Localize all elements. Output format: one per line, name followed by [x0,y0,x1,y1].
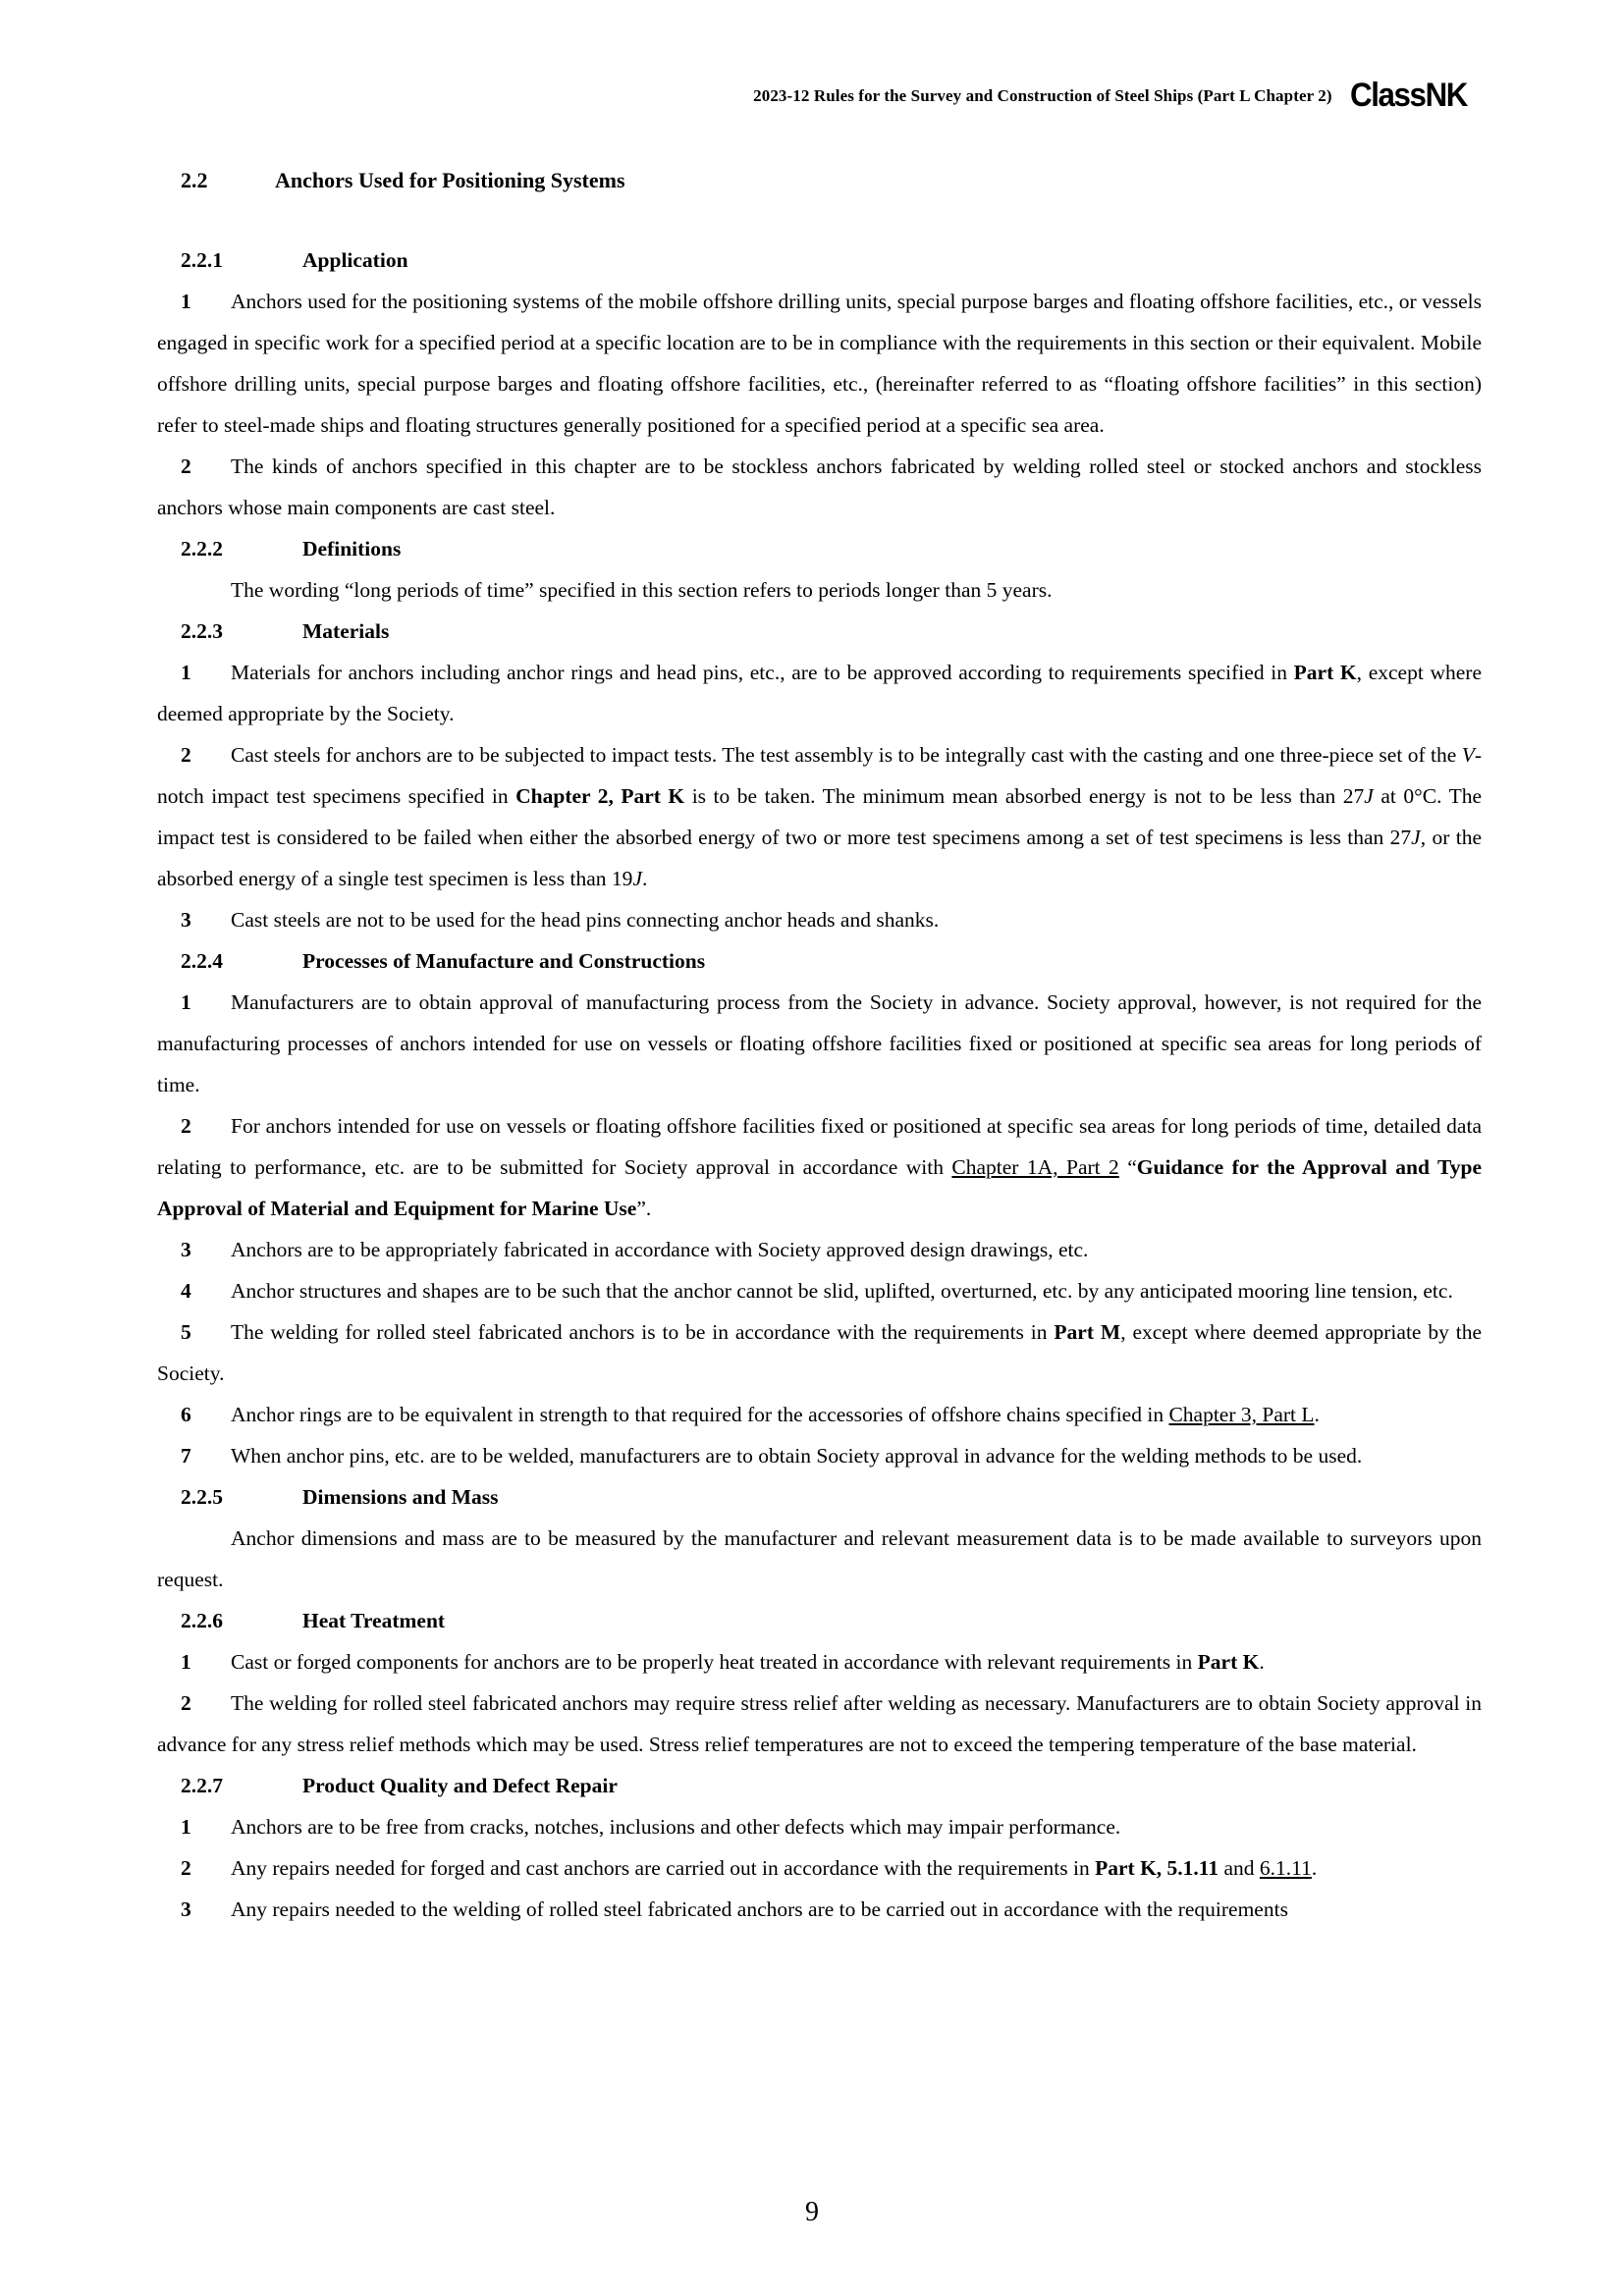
paragraph-text: , except where deemed appropriate by the Society. [157,661,1483,725]
paragraph-text: ”. [636,1197,652,1220]
paragraph-text: . [641,867,648,890]
paragraph-text: Any repairs needed for forged and cast anchors are carried out in accordance with the requirements in [231,1856,1096,1880]
paragraph-text: The wording “long periods of time” specified in this section refers to periods longer than 5 years. [231,578,1053,602]
paragraph-text: , except where deemed appropriate by the Society. [157,1320,1482,1385]
paragraph-text: Cast steels for anchors are to be subjected to impact tests. The test assembly is to be integrally cast with the casting and one three-piece set of the [231,743,1462,767]
paragraph [157,1682,1482,1765]
subsection-number: 2.2.7 [181,1773,223,1797]
paragraph-number: 5 [181,1320,191,1344]
paragraph [157,281,1482,446]
paragraph [157,1641,1482,1682]
page-header [753,77,1477,115]
paragraph [157,1806,1482,1847]
paragraph-text: Cast or forged components for anchors are to be properly heat treated in accordance with relevant requirements in [231,1650,1198,1674]
subsection-title: Definitions [302,536,402,561]
italic-symbol: V [1461,743,1475,767]
paragraph-number: 2 [181,454,191,478]
paragraph-text: Anchors are to be free from cracks, notches, inclusions and other defects which may impair performance. [231,1815,1121,1839]
unit-symbol: J [632,867,642,890]
part-reference: Part M [1054,1320,1121,1344]
chapter-link[interactable]: Chapter 1A, Part 2 [951,1155,1119,1179]
paragraph [157,1518,1482,1600]
subsection-title: Heat Treatment [302,1608,446,1632]
subsection-number: 2.2.5 [181,1484,223,1509]
paragraph-number: 3 [181,908,191,932]
paragraph-number: 1 [181,1815,191,1839]
paragraph-number: 2 [181,1114,191,1138]
unit-symbol: J [1364,784,1374,808]
paragraph-text: . [1311,1856,1318,1880]
subsection-title: Dimensions and Mass [302,1484,499,1509]
subsection-number: 2.2.2 [181,536,223,561]
subsection-number: 2.2.3 [181,618,223,643]
section-heading [181,157,1482,204]
paragraph [157,734,1482,899]
paragraph-text: is to be taken. The minimum mean absorbed energy is not to be less than 27 [684,784,1365,808]
chapter-link[interactable]: Chapter 3, Part L [1168,1403,1315,1426]
paragraph [157,1435,1482,1476]
paragraph-text: For anchors intended for use on vessels or floating offshore facilities fixed or positioned at specific sea areas for long periods of time, detailed data relating to performance, etc. are to be submitted for Society approval in accordance with [157,1114,1482,1179]
subsection-title: Processes of Manufacture and Constructions [302,948,706,973]
paragraph [157,1889,1482,1930]
paragraph-text: . [1314,1403,1320,1426]
subsection-heading-definitions [181,528,1482,569]
paragraph [157,1847,1482,1889]
paragraph-text: Manufacturers are to obtain approval of manufacturing process from the Society in advance. Society approval, however, is not required for the manufacturing processes of anchors intended for use on vessels or floating offshore facilities fixed or positioned at specific sea areas for long periods of time. [157,990,1482,1096]
paragraph [157,1394,1482,1435]
paragraph-number: 1 [181,990,191,1014]
part-reference: Chapter 2, Part K [515,784,685,808]
paragraph [157,1311,1482,1394]
paragraph-text: Anchor dimensions and mass are to be measured by the manufacturer and relevant measurement data is to be made available to surveyors upon request. [157,1526,1482,1591]
paragraph-number: 3 [181,1238,191,1261]
subsection-title: Product Quality and Defect Repair [302,1773,618,1797]
paragraph-text: Cast steels are not to be used for the head pins connecting anchor heads and shanks. [231,908,940,932]
paragraph-number: 7 [181,1444,191,1468]
subsection-heading-processes [181,940,1482,982]
guidance-title: Guidance for the Approval and Type Approval of Material and Equipment for Marine Use [157,1155,1483,1220]
subsection-title: Materials [302,618,390,643]
subsection-number: 2.2.1 [181,247,223,272]
paragraph-number: 2 [181,1691,191,1715]
part-reference: Part K [1197,1650,1260,1674]
paragraph-text: Anchors used for the positioning systems of the mobile offshore drilling units, special purpose barges and floating offshore facilities, etc., or vessels engaged in specific work for a specified period at a specific location are to be in compliance with the requirements in this section or their equivalent. Mobile offshore drilling units, special purpose barges and floating offshore facilities, etc., (hereinafter referred to as “floating offshore facilities” in this section) refer to steel-made ships and floating structures generally positioned for a specified period at a specific sea area. [157,290,1482,437]
classnk-logo: ClassNK [1349,77,1467,114]
paragraph [157,569,1482,611]
subsection-number: 2.2.4 [181,948,223,973]
document-body [157,157,1482,1930]
paragraph-text: The welding for rolled steel fabricated anchors may require stress relief after welding as necessary. Manufacturers are to obtain Society approval in advance for any stress relief methods which may be used. Stress relief temperatures are not to exceed the tempering temperature of the base material. [157,1691,1482,1756]
subsection-heading-product-quality [181,1765,1482,1806]
subsection-number: 2.2.6 [181,1608,223,1632]
paragraph-text: The kinds of anchors specified in this chapter are to be stockless anchors fabricated by welding rolled steel or stocked anchors and stockless anchors whose main components are cast steel. [157,454,1482,519]
subsection-heading-materials [181,611,1482,652]
paragraph-text: Anchor rings are to be equivalent in strength to that required for the accessories of offshore chains specified in [231,1403,1169,1426]
paragraph-text: The welding for rolled steel fabricated anchors is to be in accordance with the requirements in [231,1320,1055,1344]
page-number: 9 [805,2197,819,2227]
paragraph [157,446,1482,528]
unit-symbol: J [1411,826,1421,849]
paragraph-number: 1 [181,1650,191,1674]
paragraph-text: at 0°C. The impact test is considered to be failed when either the absorbed energy of two or more test specimens among a set of test specimens is less than 27 [157,784,1482,849]
paragraph-number: 4 [181,1279,191,1303]
header-title: 2023-12 Rules for the Survey and Construction of Steel Ships (Part L Chapter 2) [753,85,1332,105]
paragraph-text: Anchors are to be appropriately fabricated in accordance with Society approved design drawings, etc. [231,1238,1089,1261]
paragraph-text: When anchor pins, etc. are to be welded, manufacturers are to obtain Society approval in advance for the welding methods to be used. [231,1444,1363,1468]
paragraph-text: and [1218,1856,1260,1880]
paragraph [157,1105,1482,1229]
paragraph-number: 1 [181,661,191,684]
paragraph-text: Anchor structures and shapes are to be such that the anchor cannot be slid, uplifted, overturned, etc. by any anticipated mooring line tension, etc. [231,1279,1453,1303]
paragraph [157,899,1482,940]
paragraph [157,1229,1482,1270]
subsection-title: Application [302,247,408,272]
paragraph-number: 2 [181,1856,191,1880]
part-reference: Part K [1293,661,1357,684]
paragraph-text: Any repairs needed to the welding of rolled steel fabricated anchors are to be carried out in accordance with the requirements [231,1897,1288,1921]
paragraph-number: 3 [181,1897,191,1921]
paragraph-number: 6 [181,1403,191,1426]
paragraph [157,1270,1482,1311]
paragraph [157,982,1482,1105]
part-reference: Part K, 5.1.11 [1095,1856,1219,1880]
paragraph [157,652,1482,734]
section-link[interactable]: 6.1.11 [1259,1856,1312,1880]
paragraph-text: Materials for anchors including anchor rings and head pins, etc., are to be approved according to requirements specified in [231,661,1294,684]
subsection-heading-heat-treatment [181,1600,1482,1641]
quote-mark: “ [1127,1155,1137,1179]
paragraph-number: 2 [181,743,191,767]
section-title: Anchors Used for Positioning Systems [275,168,625,192]
paragraph-text: -notch impact test specimens specified in [157,743,1482,808]
paragraph-text: . [1259,1650,1265,1674]
subsection-heading-dimensions [181,1476,1482,1518]
paragraph-number: 1 [181,290,191,313]
subsection-heading-application [181,240,1482,281]
paragraph-text: , or the absorbed energy of a single test specimen is less than 19 [157,826,1482,890]
section-number: 2.2 [181,168,208,192]
